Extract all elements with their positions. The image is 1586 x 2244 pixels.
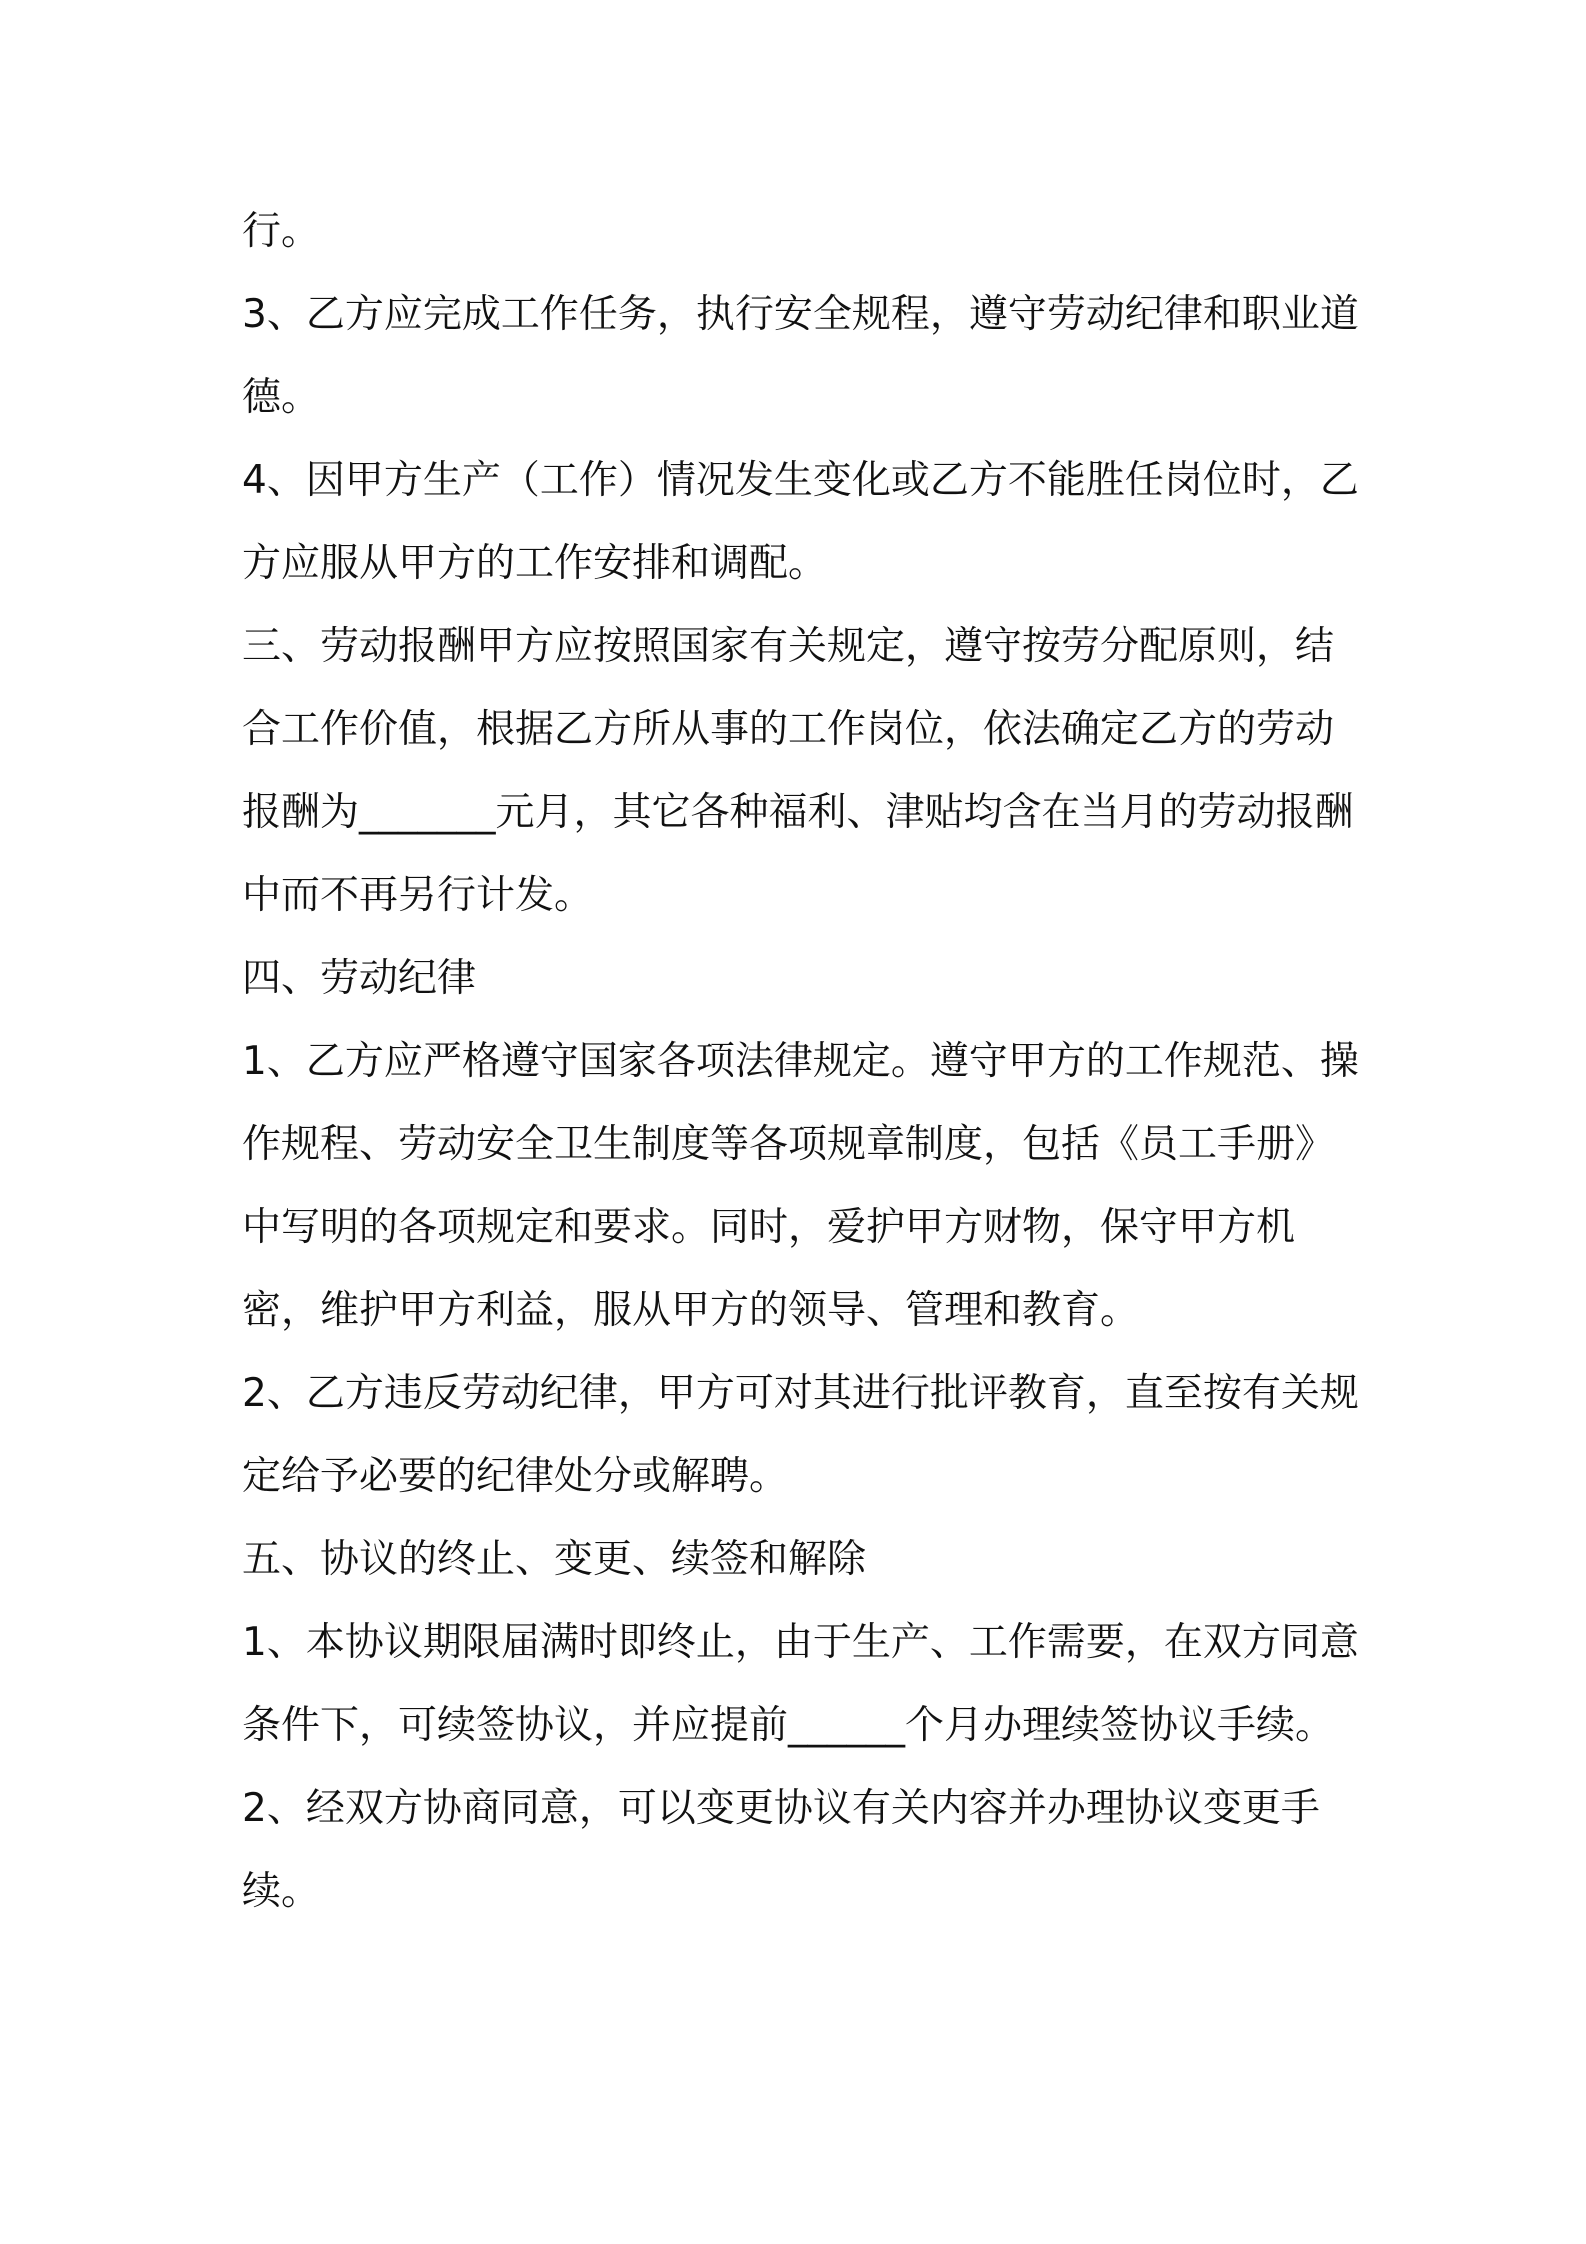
paragraph-clause-4-1: 1、乙方应严格遵守国家各项法律规定。遵守甲方的工作规范、操作规程、劳动安全卫生制度等各项规章制度，包括《员工手册》中写明的各项规定和要求。同时，爱护甲方财物，保守甲方机密，维护甲方利益，服从甲方的领导、管理和教育。 (242, 1039, 1359, 1333)
paragraph-clause-5-2: 2、经双方协商同意，可以变更协议有关内容并办理协议变更手续。 (242, 1786, 1320, 1914)
paragraph-continuation: 行。 (242, 209, 321, 254)
paragraph-clause-2-4: 4、因甲方生产（工作）情况发生变化或乙方不能胜任岗位时，乙方应服从甲方的工作安排和调配。 (242, 458, 1359, 586)
paragraph-clause-4-2: 2、乙方违反劳动纪律，甲方可对其进行批评教育，直至按有关规定给予必要的纪律处分或解聘。 (242, 1371, 1359, 1499)
section-3-remuneration: 三、劳动报酬甲方应按照国家有关规定，遵守按劳分配原则，结合工作价值，根据乙方所从事的工作岗位，依法确定乙方的劳动报酬为_______元月，其它各种福利、津贴均含在当月的劳动报酬中而不再另行计发。 (242, 624, 1354, 918)
paragraph-clause-2-3: 3、乙方应完成工作任务，执行安全规程，遵守劳动纪律和职业道德。 (242, 292, 1359, 420)
section-5-heading: 五、协议的终止、变更、续签和解除 (242, 1537, 867, 1582)
document-body (242, 190, 1362, 1933)
section-4-heading: 四、劳动纪律 (242, 956, 477, 1001)
paragraph-clause-5-1: 1、本协议期限届满时即终止，由于生产、工作需要，在双方同意条件下，可续签协议，并应提前______个月办理续签协议手续。 (242, 1620, 1359, 1748)
